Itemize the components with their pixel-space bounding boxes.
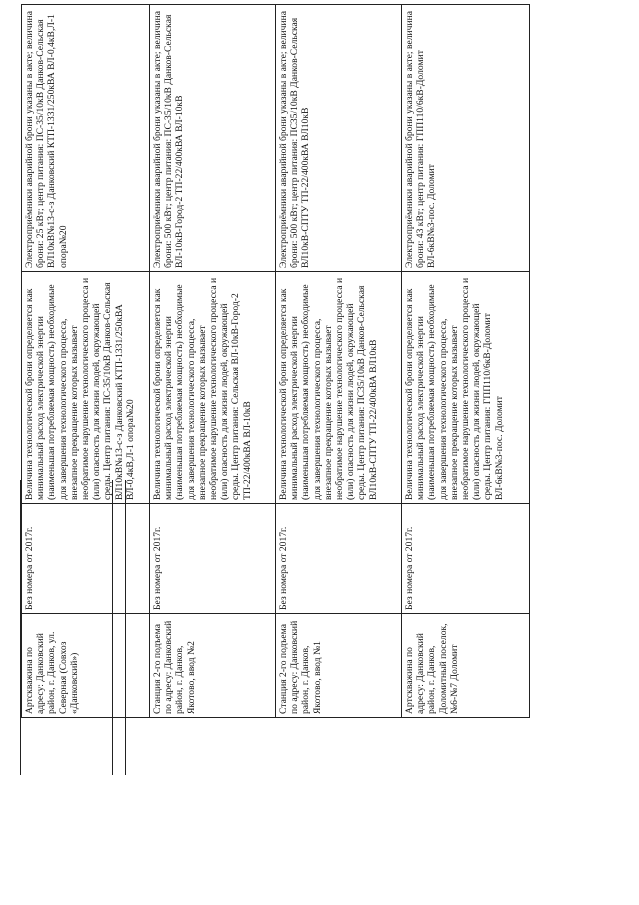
table-row [276,5,402,718]
number-cell: Без номера от 2017г. [150,504,276,614]
emergency-armor-cell: Электроприёмники аварийной брони указаны в акте; величина брони: 25 кВт; центр питания: ПС-35/10кВ Данков-Сельская ВЛ10кВ№13-с-з Данковский КТП-1331/250кВА ВЛ-0,4кВ,Л-1 опора№20 [22,5,150,272]
object-cell: Станция 2-го подъема по адресу: Данковский район, г. Данков, Якотово, ввод №1 [276,614,402,718]
table-row [402,5,530,718]
tech-armor-cell: Величина технологической брони определяется как минимальный расход электрической энергии (наименьшая потребляемая мощность) необходимые для завершения технологического процесса, внезапное прекращение которых вызывает необратимое нарушение технологического процесса и (или) опасность для жизни людей, окружающей среды. Центр питания: ПС-35/10кВ Данков-Сельская ВЛ10кВ№13-с-з Данковский КТП-1331/250кВА ВЛ-0,4кВ,Л-1 опора№20 [22,272,150,504]
object-cell: Станция 2-го подъема по адресу: Данковский район, г. Данков, Якотово, ввод №2 [150,614,276,718]
object-cell: Артскважина по адресу: Данковский район, г. Данков, ул. Северная (Совхоз «Данковский») [22,614,150,718]
tech-armor-cell: Величина технологической брони определяется как минимальный расход электрической энергии (наименьшая потребляемая мощность) необходимые для завершения технологического процесса, внезапное прекращение которых вызывает необратимое нарушение технологического процесса и (или) опасность для жизни людей, окружающей среды. Центр питания: Сельская ВЛ-10кВ-Город-2 ТП-22/400кВА ВЛ-10кВ [150,272,276,504]
tech-armor-cell: Величина технологической брони определяется как минимальный расход электрической энергии (наименьшая потребляемая мощность) необходимые для завершения технологического процесса, внезапное прекращение которых вызывает необратимое нарушение технологического процесса и (или) опасность для жизни людей, окружающей среды. Центр питания: ГПП110/6кВ-Доломит ВЛ-6кВ№3-пос. Доломит [402,272,530,504]
number-cell: Без номера от 2017г. [276,504,402,614]
object-cell: Артскважина по адресу: Данковский район, г. Данков, Доломитный поселок, №6-№7 Доломит [402,614,530,718]
table-row [150,5,276,718]
emergency-armor-cell: Электроприёмники аварийной брони указаны в акте; величина брони: 43 кВт; центр питания: ГПП110/6кВ-Доломит ВЛ-6кВ№3-пос. Доломит [402,5,530,272]
armor-table [21,4,530,718]
table-row [22,5,150,718]
number-cell: Без номера от 2017г. [22,504,150,614]
emergency-armor-cell: Электроприёмники аварийной брони указаны в акте; величина брони: 500 кВт; центр питания: ПС35/10кВ Данков-Сельская ВЛ10кВ-СПТУ ТП-22/400кВА ВЛ10кВ [276,5,402,272]
number-cell: Без номера от 2017г. [402,504,530,614]
emergency-armor-cell: Электроприёмники аварийной брони указаны в акте; величина брони: 500 кВт; центр питания: ПС-35/10кВ Данков-Сельская ВЛ-10кВ-Город-2 ТП-22/400кВА ВЛ-10кВ [150,5,276,272]
tech-armor-cell: Величина технологической брони определяется как минимальный расход электрической энергии (наименьшая потребляемая мощность) необходимые для завершения технологического процесса, внезапное прекращение которых вызывает необратимое нарушение технологического процесса и (или) опасность для жизни людей, окружающей среды. Центр питания: ПС35/10кВ Данков-Сельская ВЛ10кВ-СПТУ ТП-22/400кВА ВЛ10кВ [276,272,402,504]
